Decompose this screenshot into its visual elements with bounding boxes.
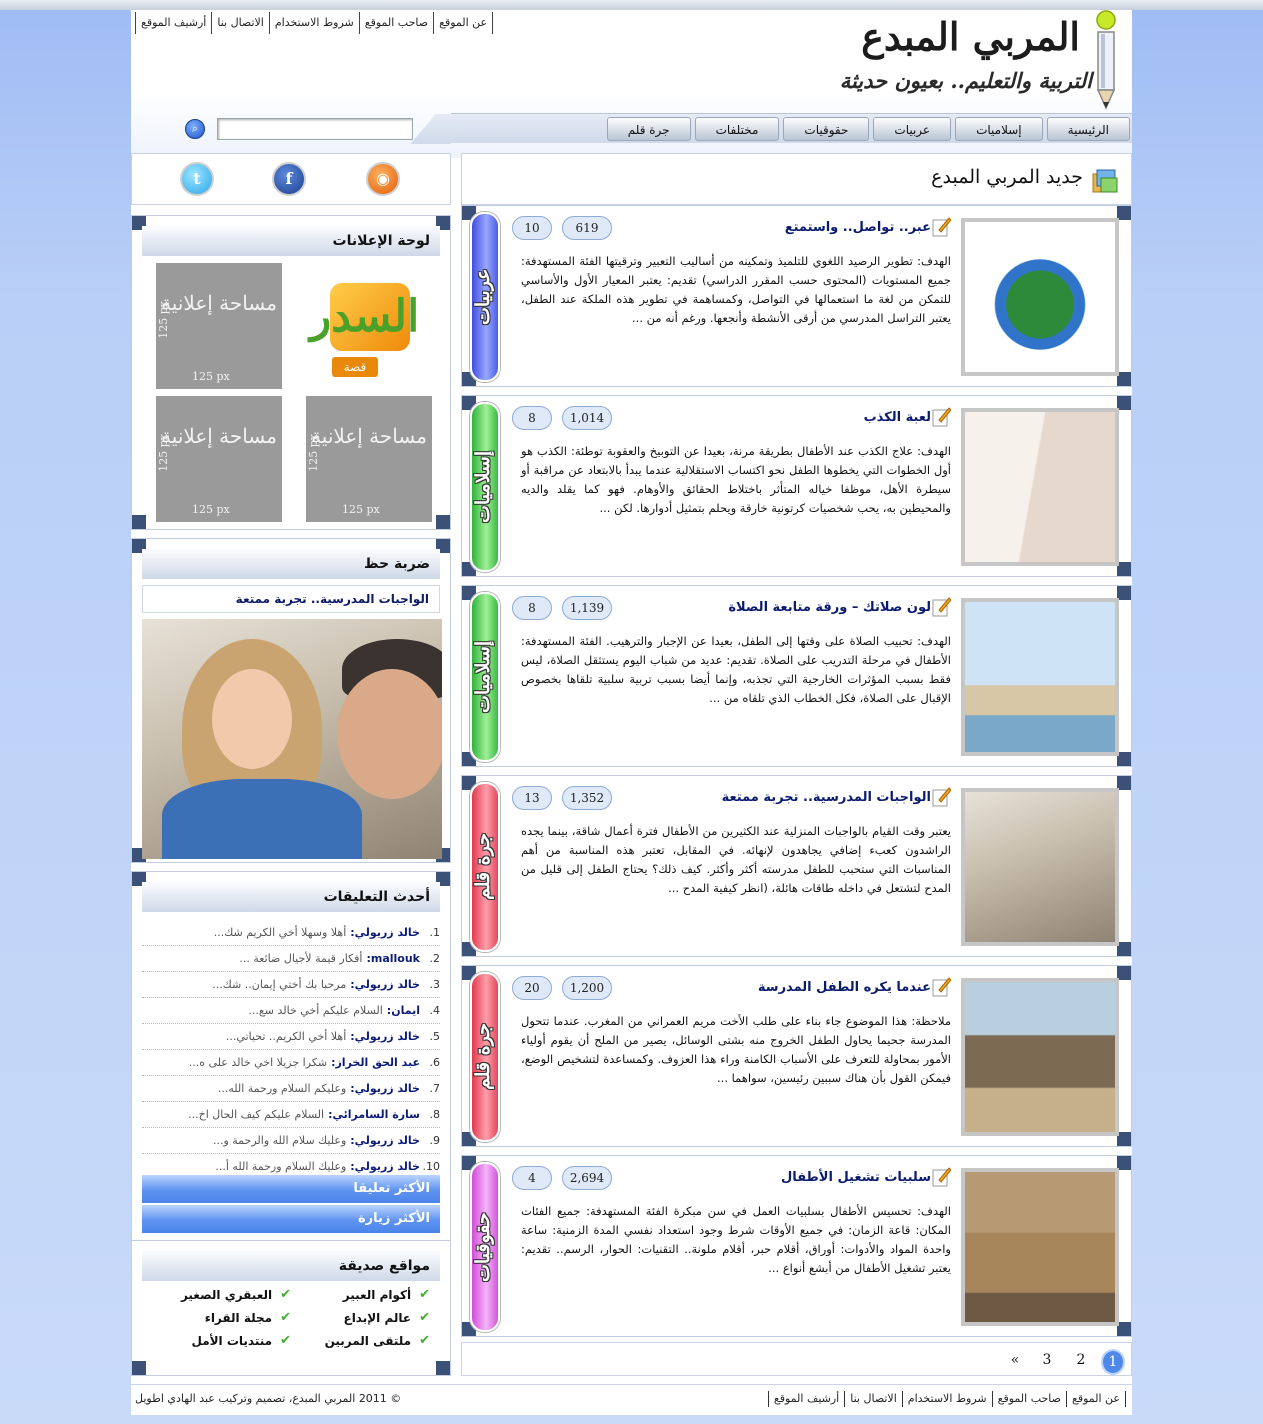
comments-count[interactable]: 20	[512, 976, 552, 1000]
friend-link[interactable]: ✔ منتديات الأمل	[191, 1333, 291, 1348]
ad-slot-2[interactable]: مساحة إعلانية 125 px 125 px	[306, 396, 432, 522]
search-icon: ⌕	[191, 122, 199, 135]
site-logo[interactable]	[839, 10, 1122, 110]
views-count: 1,014	[562, 406, 612, 430]
top-link-owner[interactable]: صاحب الموقع	[359, 12, 433, 34]
search-input[interactable]	[217, 118, 413, 140]
article-card	[461, 585, 1132, 767]
nav-list	[607, 117, 1130, 141]
next-page[interactable]: »	[1010, 1352, 1020, 1368]
rss-icon[interactable]: ◉	[366, 162, 400, 196]
page-container	[131, 10, 1132, 1415]
luck-photo[interactable]	[142, 619, 442, 859]
friend-link[interactable]: ✔ العبقري الصغير	[180, 1287, 291, 1302]
comments-count[interactable]: 8	[512, 406, 552, 430]
article-title[interactable]: الواجبات المدرسية.. تجربة ممتعة	[721, 790, 931, 805]
edit-note-icon	[931, 216, 951, 238]
search-button[interactable]	[185, 119, 205, 139]
nav-jarrat-qalam[interactable]: جرة قلم	[607, 117, 691, 141]
comment-item[interactable]: 10. خالد زريولي: وعليك السلام ورحمة الله أ...	[142, 1154, 440, 1180]
article-excerpt: الهدف: تطوير الرصيد اللغوي للتلميذ وتمكينه من أساليب التعبير وترقيتها الفئة المستهدفة: جميع المستويات (المحتوى حسب المقرر الدراسي) تقديم: يعتبر المعيار الأول والأساسي للتمكن من لغة ما استعمالها في التواصل، وكمساهمة في تطوير هذه الملكة عند الطفل، يعتبر التراسل المدرسي من أرقى الأنشطة وأنجعها. ورغم أنه من ...	[521, 254, 951, 325]
category-tab[interactable]: حقوقيات	[470, 1162, 500, 1332]
article-card	[461, 395, 1132, 577]
article-thumbnail[interactable]	[961, 408, 1119, 566]
comments-count[interactable]: 4	[512, 1166, 552, 1190]
article-thumbnail[interactable]	[961, 788, 1119, 946]
friends-title: مواقع صديقة	[142, 1251, 440, 1281]
category-tab[interactable]: جرة قلم	[470, 782, 500, 952]
folder-stack-icon	[1091, 166, 1119, 194]
comments-list	[142, 920, 440, 1180]
article-card	[461, 965, 1132, 1147]
article-excerpt: الهدف: تحبيب الصلاة على وقتها إلى الطفل، بعيدا عن الإجبار والترهيب. الفئة المستهدفة: الأطفال في مرحلة التدريب على الصلاة. تقديم: عديد من شباب اليوم يستثقل الصلاة، ليس فقط بسبب المؤثرات الخارجية التي تجذبه، وإنما أيضا بسبب تربية سلبية تلقاها بخصوص الإقبال على الصلاة، فكل الخطاب الذي تلقاه من ...	[521, 634, 951, 705]
article-card	[461, 1155, 1132, 1337]
category-tab[interactable]: إسلاميات	[470, 592, 500, 762]
edit-note-icon	[931, 786, 951, 808]
friend-link[interactable]: ✔ ملتقى المربين	[324, 1333, 430, 1348]
edit-note-icon	[931, 1166, 951, 1188]
pagination	[461, 1342, 1132, 1376]
nav-home[interactable]: الرئيسية	[1047, 117, 1130, 141]
check-icon: ✔	[419, 1287, 430, 1302]
pencil-logo-icon	[1090, 10, 1120, 110]
comment-item[interactable]: 1. خالد زريولي: أهلا وسهلا أخي الكريم شك...	[142, 920, 440, 946]
nav-mukhtalifat[interactable]: مختلفات	[695, 117, 780, 141]
friends-list	[152, 1287, 430, 1348]
page-3[interactable]: 3	[1042, 1352, 1052, 1368]
check-icon: ✔	[419, 1310, 430, 1325]
article-thumbnail[interactable]	[961, 598, 1119, 756]
comment-item[interactable]: 3. خالد زريولي: مرحبا بك أختي إيمان.. شك...	[142, 972, 440, 998]
most-commented-tab[interactable]: الأكثر تعليقا	[142, 1175, 440, 1203]
comments-box	[131, 871, 451, 1241]
top-link-about[interactable]: عن الموقع	[433, 12, 493, 34]
comments-count[interactable]: 10	[512, 216, 552, 240]
site-header	[131, 10, 1132, 158]
nav-arabiyat[interactable]: عربيات	[873, 117, 951, 141]
luck-box	[131, 538, 451, 863]
comment-item[interactable]: 2. mallouk: أفكار قيمة لأجيال ضائعة ...	[142, 946, 440, 972]
views-count: 619	[562, 216, 612, 240]
footer-link-terms[interactable]: شروط الاستخدام	[902, 1391, 992, 1407]
article-thumbnail[interactable]	[961, 978, 1119, 1136]
ads-title: لوحة الإعلانات	[142, 226, 440, 256]
views-count: 2,694	[562, 1166, 612, 1190]
views-count: 1,139	[562, 596, 612, 620]
article-card	[461, 205, 1132, 387]
page-2[interactable]: 2	[1076, 1352, 1086, 1368]
luck-article-link[interactable]: الواجبات المدرسية.. تجربة ممتعة	[142, 585, 440, 613]
article-thumbnail[interactable]	[961, 1168, 1119, 1326]
check-icon: ✔	[280, 1287, 291, 1302]
comments-title: أحدث التعليقات	[142, 882, 440, 912]
top-link-archive[interactable]: أرشيف الموقع	[135, 12, 211, 34]
browser-top-strip	[0, 0, 1263, 10]
comment-item[interactable]: 5. خالد زريولي: أهلا أخي الكريم.. تحياتي...	[142, 1024, 440, 1050]
ad-slot-3[interactable]: مساحة إعلانية 125 px 125 px	[156, 396, 282, 522]
comment-item[interactable]: 8. سارة السامرائي: السلام عليكم كيف الحال اخ...	[142, 1102, 440, 1128]
footer-link-contact[interactable]: الاتصال بنا	[844, 1391, 902, 1407]
article-excerpt: الهدف: علاج الكذب عند الأطفال بطريقة مرنة، بعيدا عن التوبيخ والعقوبة توطئة: الكذب هو أول الخطوات التي يخطوها الطفل نحو اكتساب الاستقلالية عندما يبدأ بالابتعاد عن مراقبة أو سيطرة الأهل، موظفا خياله المتأثر باختلاط الحقائق والأوهام. فهو كما يقلد والديه والمحيطين به، يحب شخصيات كرتونية خارقة ويحلم بتمثيل أدوارها. لكن ...	[521, 444, 951, 515]
comments-count[interactable]: 8	[512, 596, 552, 620]
comment-item[interactable]: 4. ايمان: السلام عليكم أخي خالد سع...	[142, 998, 440, 1024]
comment-item[interactable]: 7. خالد زريولي: وعليكم السلام ورحمة الله...	[142, 1076, 440, 1102]
views-count: 1,352	[562, 786, 612, 810]
page-1[interactable]: 1	[1101, 1349, 1125, 1375]
footer-link-archive[interactable]: أرشيف الموقع	[768, 1391, 844, 1407]
top-link-contact[interactable]: الاتصال بنا	[211, 12, 269, 34]
category-tab[interactable]: عربيات	[470, 212, 500, 382]
edit-note-icon	[931, 406, 951, 428]
edit-note-icon	[931, 976, 951, 998]
check-icon: ✔	[280, 1333, 291, 1348]
category-tab[interactable]: جرة قلم	[470, 972, 500, 1142]
nav-huquqiyat[interactable]: حقوقيات	[783, 117, 869, 141]
top-links	[135, 12, 493, 34]
article-thumbnail[interactable]	[961, 218, 1119, 376]
ads-box	[131, 215, 451, 530]
friend-link[interactable]: ✔ عالم الإبداع	[343, 1310, 430, 1325]
article-title[interactable]: عبر.. تواصل.. واستمتع	[784, 220, 931, 235]
facebook-icon[interactable]: f	[272, 162, 306, 196]
friend-link[interactable]: ✔ أكوام العبير	[342, 1287, 430, 1302]
luck-title: ضربة حظ	[142, 549, 440, 579]
article-title[interactable]: لون صلاتك – ورقة متابعة الصلاة	[728, 600, 931, 615]
article-excerpt: ملاحظة: هذا الموضوع جاء بناء على طلب الأخت مريم العمراني من المغرب. عندما تتحول المدرسة جحيما يحاول الطفل الخروج منه بشتى الوسائل، يصير من الملح أن يقوم أولياء الأمور بمحاولة للتعرف على الأسباب الكامنة وراء هذا العزوف. وكمساعدة لتشخيص الوضع، فيمكن القول بأن هناك سببين رئيسين، سواهما ...	[521, 1014, 951, 1085]
views-count: 1,200	[562, 976, 612, 1000]
category-tab[interactable]: إسلاميات	[470, 402, 500, 572]
main-section-title: جديد المربي المبدع	[931, 166, 1083, 188]
article-excerpt: الهدف: تحسيس الأطفال بسلبيات العمل في سن مبكرة الفئة المستهدفة: جميع الفئات المكان: قاعة الزمان: في جميع الأوقات شرط وجود استعداد نفسي المدة الزمنية: ساعة واحدة المواد والأدوات: أوراق، أقلام حبر، أقلام ملونة.. التقنيات: الحوار، الرسم.. تقديم: يعتبر تشغيل الأطفال من أبشع أنواع ...	[521, 1204, 951, 1275]
ad-sponsor-qissa[interactable]: السدر قصة	[302, 263, 428, 389]
most-visited-tab[interactable]: الأكثر زيارة	[142, 1205, 440, 1233]
check-icon: ✔	[419, 1333, 430, 1348]
comment-item[interactable]: 6. عبد الحق الخراز: شكرا جزيلا اخي خالد على ه...	[142, 1050, 440, 1076]
top-link-terms[interactable]: شروط الاستخدام	[269, 12, 359, 34]
comments-count[interactable]: 13	[512, 786, 552, 810]
article-title[interactable]: لعبة الكذب	[863, 410, 931, 425]
check-icon: ✔	[280, 1310, 291, 1325]
ad-slot-1[interactable]: مساحة إعلانية 125 px 125 px	[156, 263, 282, 389]
main-navbar	[451, 113, 1132, 143]
copyright: © 2011 المربي المبدع، تصميم وتركيب عبد الهادي اطويل	[135, 1392, 402, 1405]
article-card	[461, 775, 1132, 957]
footer-links	[768, 1391, 1126, 1407]
social-bar	[131, 153, 451, 205]
article-excerpt: يعتبر وقت القيام بالواجبات المنزلية عند الكثيرين من الأطفال فترة أعمال شاقة، بينما يجده الراشدون كعبء إضافي يجاهدون لإنهائه. في المقابل، تعتبر هذه المناسبة من أهم المناسبات التي ستحبب للطفل مدرسته أكثر وأكثر. كيف ذلك؟ يحتاج الطفل إلى قليل من المدح لتشتعل في داخله طاقات هائلة، (انظر كيفية المدح ...	[521, 824, 951, 895]
site-title: المربي المبدع	[861, 14, 1080, 59]
article-title[interactable]: سلبيات تشغيل الأطفال	[781, 1170, 931, 1185]
nav-islamiyat[interactable]: إسلاميات	[955, 117, 1043, 141]
comment-item[interactable]: 9. خالد زريولي: وعليك سلام الله والرحمة و...	[142, 1128, 440, 1154]
footer-link-owner[interactable]: صاحب الموقع	[992, 1391, 1066, 1407]
main-section-header	[461, 153, 1132, 205]
twitter-icon[interactable]: t	[180, 162, 214, 196]
footer-link-about[interactable]: عن الموقع	[1066, 1391, 1126, 1407]
site-tagline: التربية والتعليم.. بعيون حديثة	[839, 68, 1092, 93]
friends-box	[131, 1240, 451, 1376]
article-title[interactable]: عندما يكره الطفل المدرسة	[757, 980, 931, 995]
site-footer	[131, 1384, 1132, 1414]
friend-link[interactable]: ✔ مجلة القراء	[204, 1310, 291, 1325]
edit-note-icon	[931, 596, 951, 618]
